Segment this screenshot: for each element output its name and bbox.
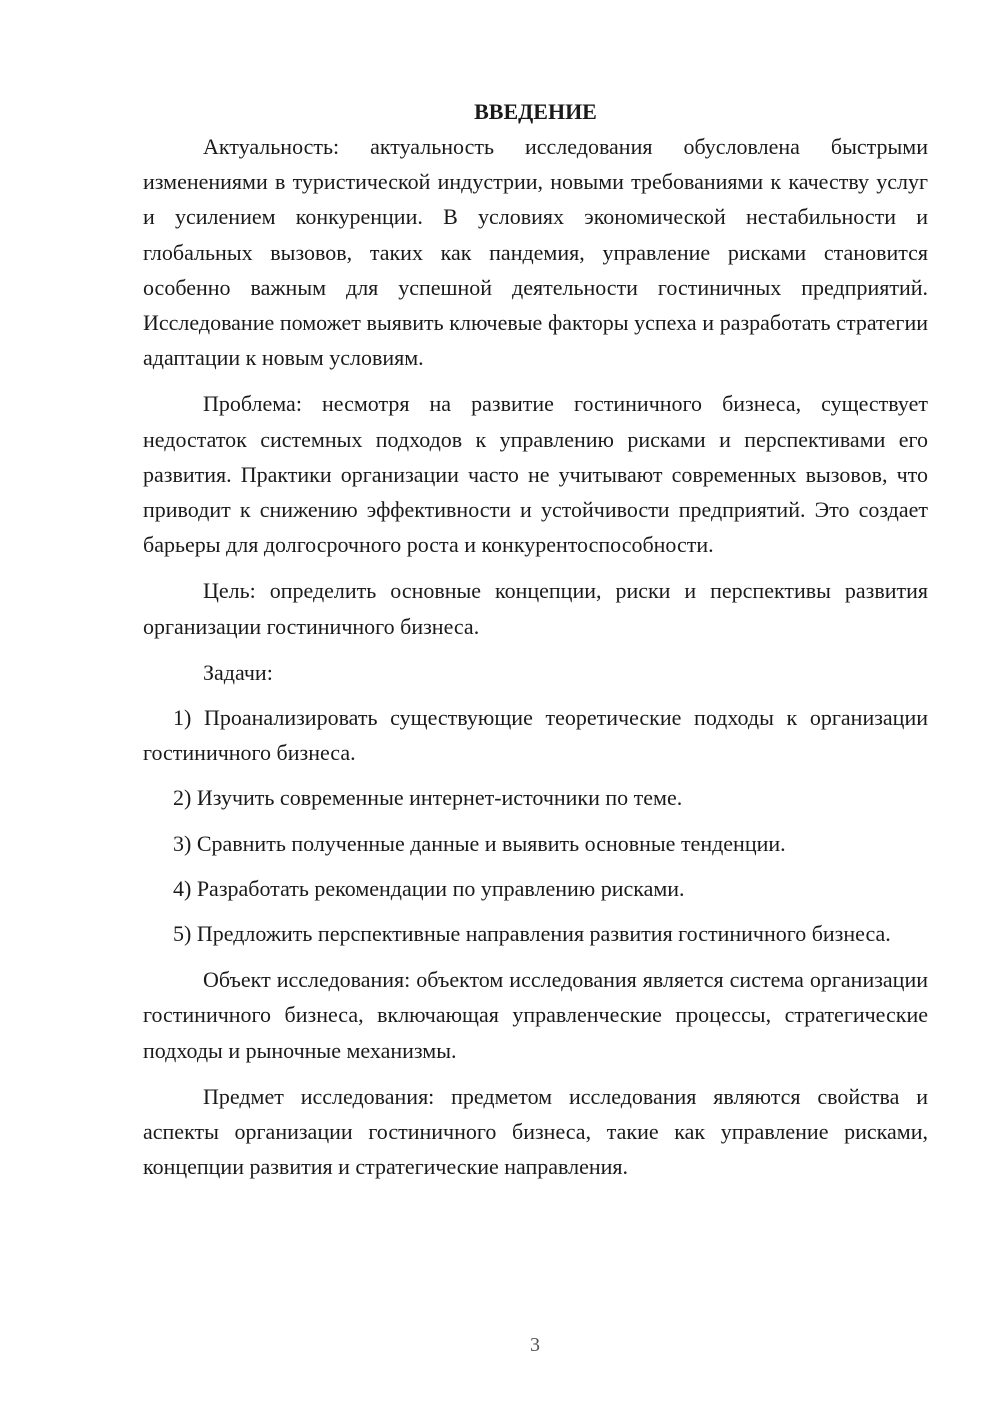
page-number: 3 [530, 1334, 540, 1356]
task-item-5: 5) Предложить перспективные направления развития гостиничного бизнеса. [173, 921, 891, 947]
task-item-2: 2) Изучить современные интернет-источники по теме. [173, 785, 683, 811]
task-item-3: 3) Сравнить полученные данные и выявить основные тенденции. [173, 830, 786, 856]
goal-paragraph: Цель: определить основные концепции, риски и перспективы развития организации гостиничного бизнеса. [143, 578, 928, 639]
tasks-heading: Задачи: [203, 659, 273, 685]
problem-paragraph: Проблема: несмотря на развитие гостиничного бизнеса, существует недостаток системных подходов к управлению рисками и перспективами его развития. Практики организации часто не учитывают современных вызовов, что приводит к снижению эффективности и устойчивости предприятий. Это создает барьеры для долгосрочного роста и конкурентоспособности. [143, 391, 928, 558]
task-item-1: 1) Проанализировать существующие теоретические подходы к организации гостиничного бизнеса. [143, 705, 928, 766]
relevance-paragraph: Актуальность: актуальность исследования обусловлена быстрыми изменениями в туристической индустрии, новыми требованиями к качеству услуг и усилением конкуренции. В условиях экономической нестабильности и глобальных вызовов, таких как пандемия, управление рисками становится особенно важным для успешной деятельности гостиничных предприятий. Исследование поможет выявить ключевые факторы успеха и разработать стратегии адаптации к новым условиям. [143, 134, 928, 371]
subject-paragraph: Предмет исследования: предметом исследования являются свойства и аспекты организации гостиничного бизнеса, такие как управление рисками, концепции развития и стратегические направления. [143, 1083, 928, 1180]
object-paragraph: Объект исследования: объектом исследования является система организации гостиничного бизнеса, включающая управленческие процессы, стратегические подходы и рыночные механизмы. [143, 967, 928, 1063]
section-title: ВВЕДЕНИЕ [474, 99, 597, 124]
task-item-4: 4) Разработать рекомендации по управлению рисками. [173, 875, 685, 901]
page-content [143, 94, 928, 1184]
